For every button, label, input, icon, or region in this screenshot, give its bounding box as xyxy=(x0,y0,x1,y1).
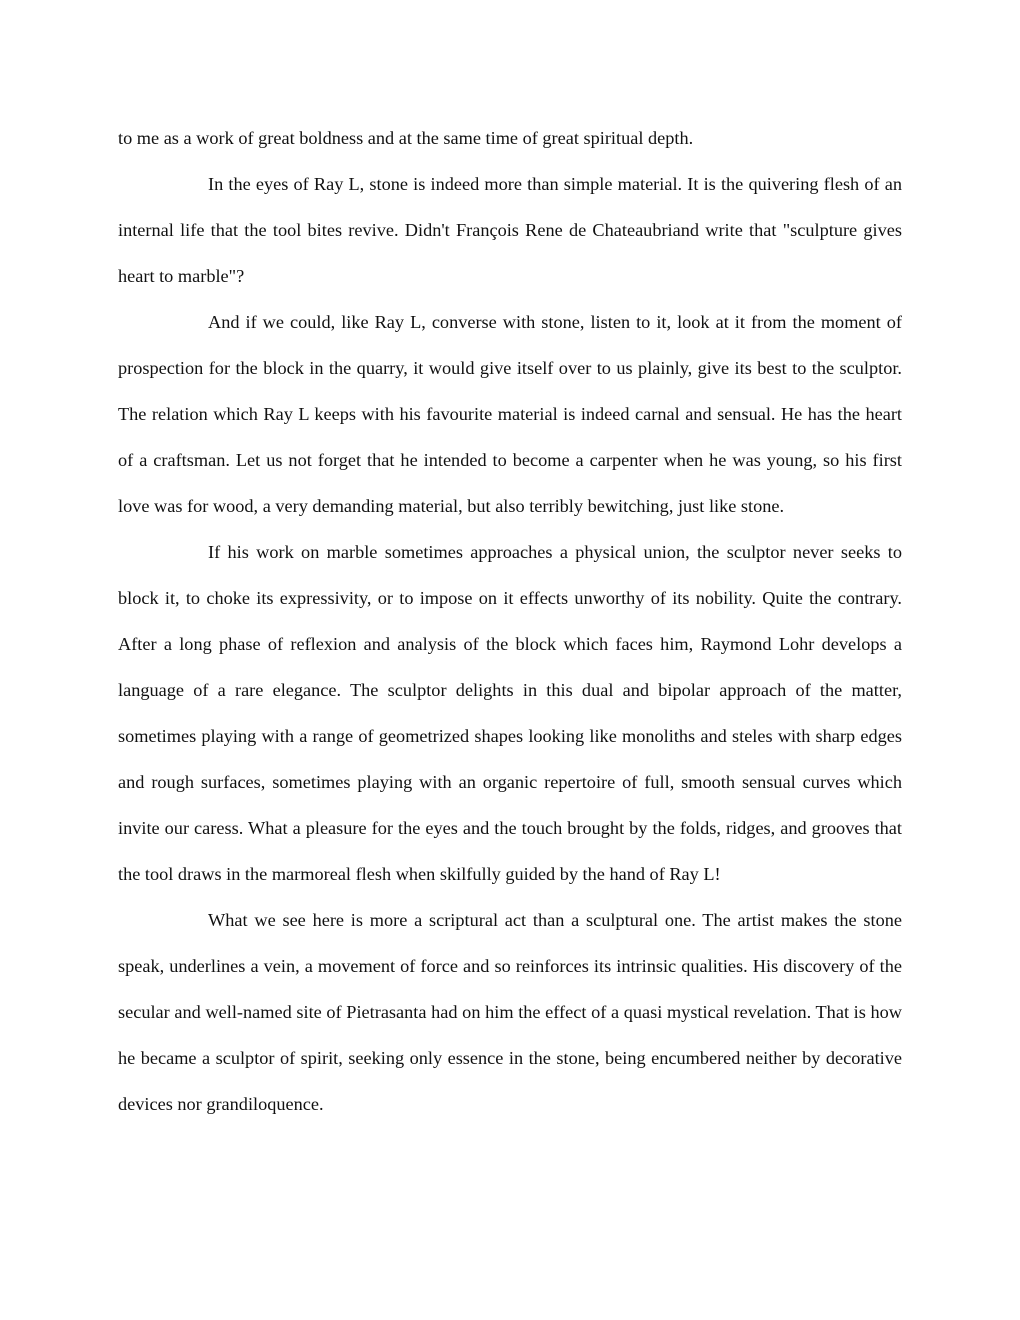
paragraph-continuation: to me as a work of great boldness and at the same time of great spiritual depth. xyxy=(118,128,694,148)
paragraph-scriptural-act: What we see here is more a scriptural act than a sculptural one. The artist makes the stone speak, underlines a vein, a movement of force and so reinforces its intrinsic qualities. His discovery of the secular and well-named site of Pietrasanta had on him the effect of a quasi mystical revelation. That is how he became a sculptor of spirit, seeking only essence in the stone, being encumbered neither by decorative devices nor grandiloquence. xyxy=(118,910,902,1114)
paragraph-converse-with-stone: And if we could, like Ray L, converse with stone, listen to it, look at it from the moment of prospection for the block in the quarry, it would give itself over to us plainly, give its best to the sculptor. The relation which Ray L keeps with his favourite material is indeed carnal and sensual. He has the heart of a craftsman. Let us not forget that he intended to become a carpenter when he was young, so his first love was for wood, a very demanding material, but also terribly bewitching, just like stone. xyxy=(118,312,902,516)
paragraph-work-on-marble: If his work on marble sometimes approaches a physical union, the sculptor never seeks to block it, to choke its expressivity, or to impose on it effects unworthy of its nobility. Quite the contrary. After a long phase of reflexion and analysis of the block which faces him, Raymond Lohr develops a language of a rare elegance. The sculptor delights in this dual and bipolar approach of the matter, sometimes playing with a range of geometrized shapes looking like monoliths and steles with sharp edges and rough surfaces, sometimes playing with an organic repertoire of full, smooth sensual curves which invite our caress. What a pleasure for the eyes and the touch brought by the folds, ridges, and grooves that the tool draws in the marmoreal flesh when skilfully guided by the hand of Ray L! xyxy=(118,542,902,884)
document-page xyxy=(118,115,902,1127)
paragraph-stone-material: In the eyes of Ray L, stone is indeed more than simple material. It is the quivering flesh of an internal life that the tool bites revive. Didn't François Rene de Chateaubriand write that "sculpture gives heart to marble"? xyxy=(118,174,902,286)
